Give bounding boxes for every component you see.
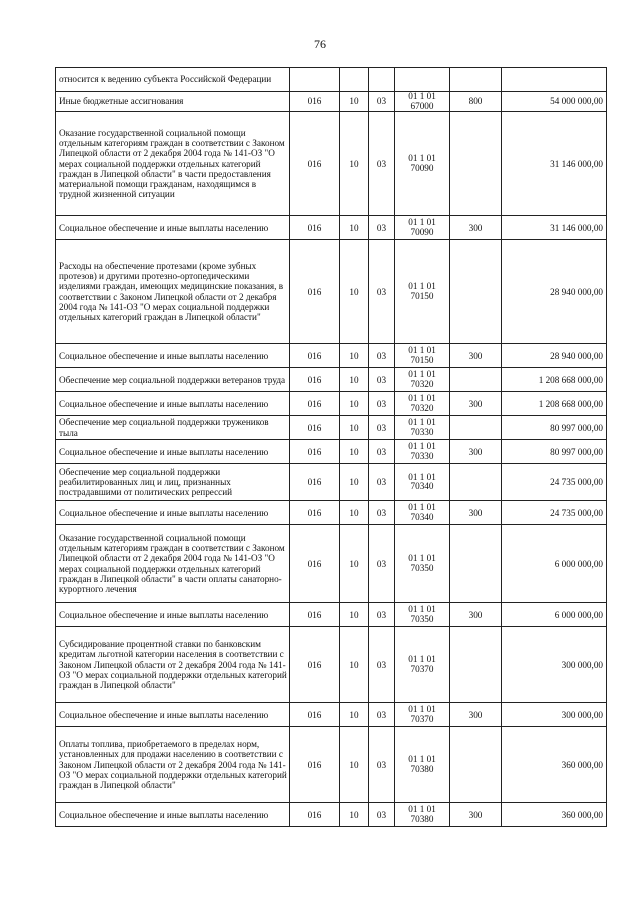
row-target-article-code — [395, 803, 450, 827]
row-amount: 28 940 000,00 — [502, 240, 607, 344]
row-target-article-code — [395, 603, 450, 627]
row-subsection-code: 03 — [369, 464, 395, 501]
row-target-article-code — [395, 627, 450, 703]
row-subsection-code: 03 — [369, 392, 395, 416]
target-article-code-part2: 70370 — [410, 713, 434, 724]
table-row — [56, 240, 607, 344]
row-target-article-code — [395, 416, 450, 440]
table-row — [56, 627, 607, 703]
row-expense-type-code: 300 — [450, 344, 502, 368]
row-subsection-code: 03 — [369, 603, 395, 627]
row-subsection-code: 03 — [369, 703, 395, 727]
target-article-code-part2: 70090 — [410, 226, 434, 237]
row-subsection-code: 03 — [369, 216, 395, 240]
table-row — [56, 392, 607, 416]
row-amount: 1 208 668 000,00 — [502, 392, 607, 416]
row-subsection-code: 03 — [369, 803, 395, 827]
row-ministry-code: 016 — [290, 803, 340, 827]
row-section-code: 10 — [340, 803, 369, 827]
row-expense-type-code — [450, 464, 502, 501]
row-section-code: 10 — [340, 501, 369, 525]
row-ministry-code: 016 — [290, 627, 340, 703]
table-row — [56, 92, 607, 112]
row-amount: 300 000,00 — [502, 703, 607, 727]
table-row — [56, 368, 607, 392]
row-target-article-code — [395, 68, 450, 92]
target-article-code-part2: 70150 — [410, 354, 434, 365]
row-ministry-code: 016 — [290, 392, 340, 416]
target-article-code-part2: 70350 — [410, 562, 434, 573]
row-ministry-code: 016 — [290, 525, 340, 603]
row-description: Социальное обеспечение и иные выплаты населению — [56, 440, 290, 464]
row-target-article-code — [395, 464, 450, 501]
target-article-code-part1: 01 1 01 — [408, 153, 436, 164]
row-section-code: 10 — [340, 627, 369, 703]
row-ministry-code: 016 — [290, 112, 340, 216]
target-article-code-part1: 01 1 01 — [408, 704, 436, 715]
target-article-code-part1: 01 1 01 — [408, 369, 436, 380]
target-article-code-part2: 70090 — [410, 162, 434, 173]
row-ministry-code: 016 — [290, 368, 340, 392]
row-ministry-code: 016 — [290, 464, 340, 501]
row-subsection-code: 03 — [369, 344, 395, 368]
page-number: 76 — [314, 37, 326, 51]
row-description: Субсидирование процентной ставки по банковским кредитам льготной категории населения в соответствии с Законом Липецкой области от 2 декабря 2004 года № 141-ОЗ "О мерах социальной поддержки отдельных категорий граждан в Липецкой области" — [56, 627, 290, 703]
row-expense-type-code: 300 — [450, 392, 502, 416]
row-expense-type-code: 300 — [450, 803, 502, 827]
row-target-article-code — [395, 392, 450, 416]
row-section-code: 10 — [340, 344, 369, 368]
target-article-code-part1: 01 1 01 — [408, 654, 436, 665]
row-target-article-code — [395, 525, 450, 603]
row-target-article-code — [395, 92, 450, 112]
row-amount: 24 735 000,00 — [502, 501, 607, 525]
row-subsection-code: 03 — [369, 240, 395, 344]
row-ministry-code: 016 — [290, 240, 340, 344]
target-article-code-part1: 01 1 01 — [408, 502, 436, 513]
target-article-code-part1: 01 1 01 — [408, 471, 436, 482]
budget-table-body — [56, 68, 607, 827]
table-row — [56, 501, 607, 525]
row-description: Иные бюджетные ассигнования — [56, 92, 290, 112]
row-section-code: 10 — [340, 368, 369, 392]
row-description: Оплаты топлива, приобретаемого в пределах норм, установленных для продажи населению в соответствии с Законом Липецкой области от 2 декабря 2004 года № 141-ОЗ "О мерах социальной поддержки отдельных категорий граждан в Липецкой области" — [56, 727, 290, 803]
row-expense-type-code: 300 — [450, 440, 502, 464]
row-amount: 360 000,00 — [502, 727, 607, 803]
row-expense-type-code: 300 — [450, 501, 502, 525]
row-description: Расходы на обеспечение протезами (кроме зубных протезов) и другими протезно-ортопедическими изделиями граждан, имеющих медицинские показания, в соответствии с Законом Липецкой области от 2 декабря 2004 года № 141-ОЗ "О мерах социальной поддержки отдельных категорий граждан в Липецкой области" — [56, 240, 290, 344]
target-article-code-part1: 01 1 01 — [408, 754, 436, 765]
row-description: относится к ведению субъекта Российской Федерации — [56, 68, 290, 92]
row-expense-type-code: 800 — [450, 92, 502, 112]
row-amount: 80 997 000,00 — [502, 440, 607, 464]
row-description: Оказание государственной социальной помощи отдельным категориям граждан в соответствии с Законом Липецкой области от 2 декабря 2004 года № 141-ОЗ "О мерах социальной поддержки отдельных категорий граждан в Липецкой области" в части оплаты санаторно-курортного лечения — [56, 525, 290, 603]
row-amount: 300 000,00 — [502, 627, 607, 703]
row-expense-type-code — [450, 68, 502, 92]
table-row — [56, 216, 607, 240]
table-row — [56, 803, 607, 827]
target-article-code-part2: 70370 — [410, 663, 434, 674]
row-amount: 6 000 000,00 — [502, 525, 607, 603]
target-article-code-part2: 70380 — [410, 763, 434, 774]
row-description: Социальное обеспечение и иные выплаты населению — [56, 803, 290, 827]
target-article-code-part2: 70380 — [410, 813, 434, 824]
row-target-article-code — [395, 703, 450, 727]
row-subsection-code: 03 — [369, 501, 395, 525]
row-ministry-code: 016 — [290, 501, 340, 525]
row-subsection-code: 03 — [369, 416, 395, 440]
row-section-code: 10 — [340, 240, 369, 344]
row-ministry-code: 016 — [290, 92, 340, 112]
row-target-article-code — [395, 216, 450, 240]
row-description: Социальное обеспечение и иные выплаты населению — [56, 603, 290, 627]
row-ministry-code: 016 — [290, 703, 340, 727]
row-ministry-code: 016 — [290, 216, 340, 240]
row-target-article-code — [395, 112, 450, 216]
target-article-code-part2: 67000 — [410, 100, 434, 111]
row-subsection-code: 03 — [369, 525, 395, 603]
row-amount — [502, 68, 607, 92]
row-section-code: 10 — [340, 603, 369, 627]
target-article-code-part1: 01 1 01 — [408, 393, 436, 404]
row-amount: 80 997 000,00 — [502, 416, 607, 440]
row-ministry-code: 016 — [290, 440, 340, 464]
row-expense-type-code — [450, 416, 502, 440]
target-article-code-part2: 70330 — [410, 450, 434, 461]
row-expense-type-code — [450, 240, 502, 344]
row-amount: 24 735 000,00 — [502, 464, 607, 501]
row-ministry-code — [290, 68, 340, 92]
target-article-code-part1: 01 1 01 — [408, 345, 436, 356]
target-article-code-part1: 01 1 01 — [408, 217, 436, 228]
row-target-article-code — [395, 344, 450, 368]
row-expense-type-code — [450, 727, 502, 803]
row-description: Оказание государственной социальной помощи отдельным категориям граждан в соответствии с Законом Липецкой области от 2 декабря 2004 года № 141-ОЗ "О мерах социальной поддержки отдельных категорий граждан в Липецкой области" в части предоставления материальной помощи гражданам, находящимся в трудной жизненной ситуации — [56, 112, 290, 216]
row-description: Социальное обеспечение и иные выплаты населению — [56, 703, 290, 727]
row-section-code: 10 — [340, 525, 369, 603]
target-article-code-part2: 70320 — [410, 378, 434, 389]
row-amount: 31 146 000,00 — [502, 112, 607, 216]
row-expense-type-code — [450, 525, 502, 603]
target-article-code-part2: 70340 — [410, 511, 434, 522]
row-target-article-code — [395, 240, 450, 344]
row-expense-type-code: 300 — [450, 216, 502, 240]
row-amount: 6 000 000,00 — [502, 603, 607, 627]
row-expense-type-code: 300 — [450, 603, 502, 627]
row-amount: 31 146 000,00 — [502, 216, 607, 240]
table-row — [56, 525, 607, 603]
row-subsection-code: 03 — [369, 112, 395, 216]
row-subsection-code: 03 — [369, 627, 395, 703]
row-amount: 360 000,00 — [502, 803, 607, 827]
table-row — [56, 112, 607, 216]
row-section-code — [340, 68, 369, 92]
row-description: Социальное обеспечение и иные выплаты населению — [56, 392, 290, 416]
target-article-code-part1: 01 1 01 — [408, 604, 436, 615]
row-subsection-code: 03 — [369, 727, 395, 803]
row-subsection-code: 03 — [369, 92, 395, 112]
row-description: Социальное обеспечение и иные выплаты населению — [56, 344, 290, 368]
table-row — [56, 416, 607, 440]
table-row — [56, 703, 607, 727]
table-row — [56, 464, 607, 501]
row-section-code: 10 — [340, 703, 369, 727]
row-target-article-code — [395, 368, 450, 392]
row-section-code: 10 — [340, 92, 369, 112]
row-section-code: 10 — [340, 416, 369, 440]
row-ministry-code: 016 — [290, 727, 340, 803]
row-target-article-code — [395, 501, 450, 525]
budget-table — [55, 67, 607, 827]
target-article-code-part2: 70150 — [410, 290, 434, 301]
target-article-code-part1: 01 1 01 — [408, 417, 436, 428]
table-row — [56, 68, 607, 92]
table-row — [56, 344, 607, 368]
target-article-code-part2: 70340 — [410, 481, 434, 492]
target-article-code-part1: 01 1 01 — [408, 281, 436, 292]
row-ministry-code: 016 — [290, 416, 340, 440]
row-section-code: 10 — [340, 392, 369, 416]
table-row — [56, 603, 607, 627]
row-section-code: 10 — [340, 216, 369, 240]
row-section-code: 10 — [340, 464, 369, 501]
row-target-article-code — [395, 440, 450, 464]
row-expense-type-code — [450, 112, 502, 216]
row-amount: 1 208 668 000,00 — [502, 368, 607, 392]
row-amount: 54 000 000,00 — [502, 92, 607, 112]
target-article-code-part1: 01 1 01 — [408, 804, 436, 815]
row-description: Социальное обеспечение и иные выплаты населению — [56, 501, 290, 525]
row-target-article-code — [395, 727, 450, 803]
row-subsection-code: 03 — [369, 368, 395, 392]
table-row — [56, 727, 607, 803]
row-description: Обеспечение мер социальной поддержки ветеранов труда — [56, 368, 290, 392]
target-article-code-part1: 01 1 01 — [408, 441, 436, 452]
target-article-code-part2: 70330 — [410, 426, 434, 437]
row-section-code: 10 — [340, 112, 369, 216]
row-expense-type-code — [450, 627, 502, 703]
target-article-code-part1: 01 1 01 — [408, 91, 436, 101]
row-subsection-code — [369, 68, 395, 92]
row-description: Социальное обеспечение и иные выплаты населению — [56, 216, 290, 240]
row-section-code: 10 — [340, 440, 369, 464]
row-ministry-code: 016 — [290, 603, 340, 627]
table-row — [56, 440, 607, 464]
target-article-code-part2: 70350 — [410, 613, 434, 624]
row-expense-type-code: 300 — [450, 703, 502, 727]
target-article-code-part1: 01 1 01 — [408, 553, 436, 564]
row-section-code: 10 — [340, 727, 369, 803]
row-expense-type-code — [450, 368, 502, 392]
row-description: Обеспечение мер социальной поддержки тружеников тыла — [56, 416, 290, 440]
row-amount: 28 940 000,00 — [502, 344, 607, 368]
row-ministry-code: 016 — [290, 344, 340, 368]
row-subsection-code: 03 — [369, 440, 395, 464]
target-article-code-part2: 70320 — [410, 402, 434, 413]
row-description: Обеспечение мер социальной поддержки реабилитированных лиц и лиц, признанных пострадавшими от политических репрессий — [56, 464, 290, 501]
